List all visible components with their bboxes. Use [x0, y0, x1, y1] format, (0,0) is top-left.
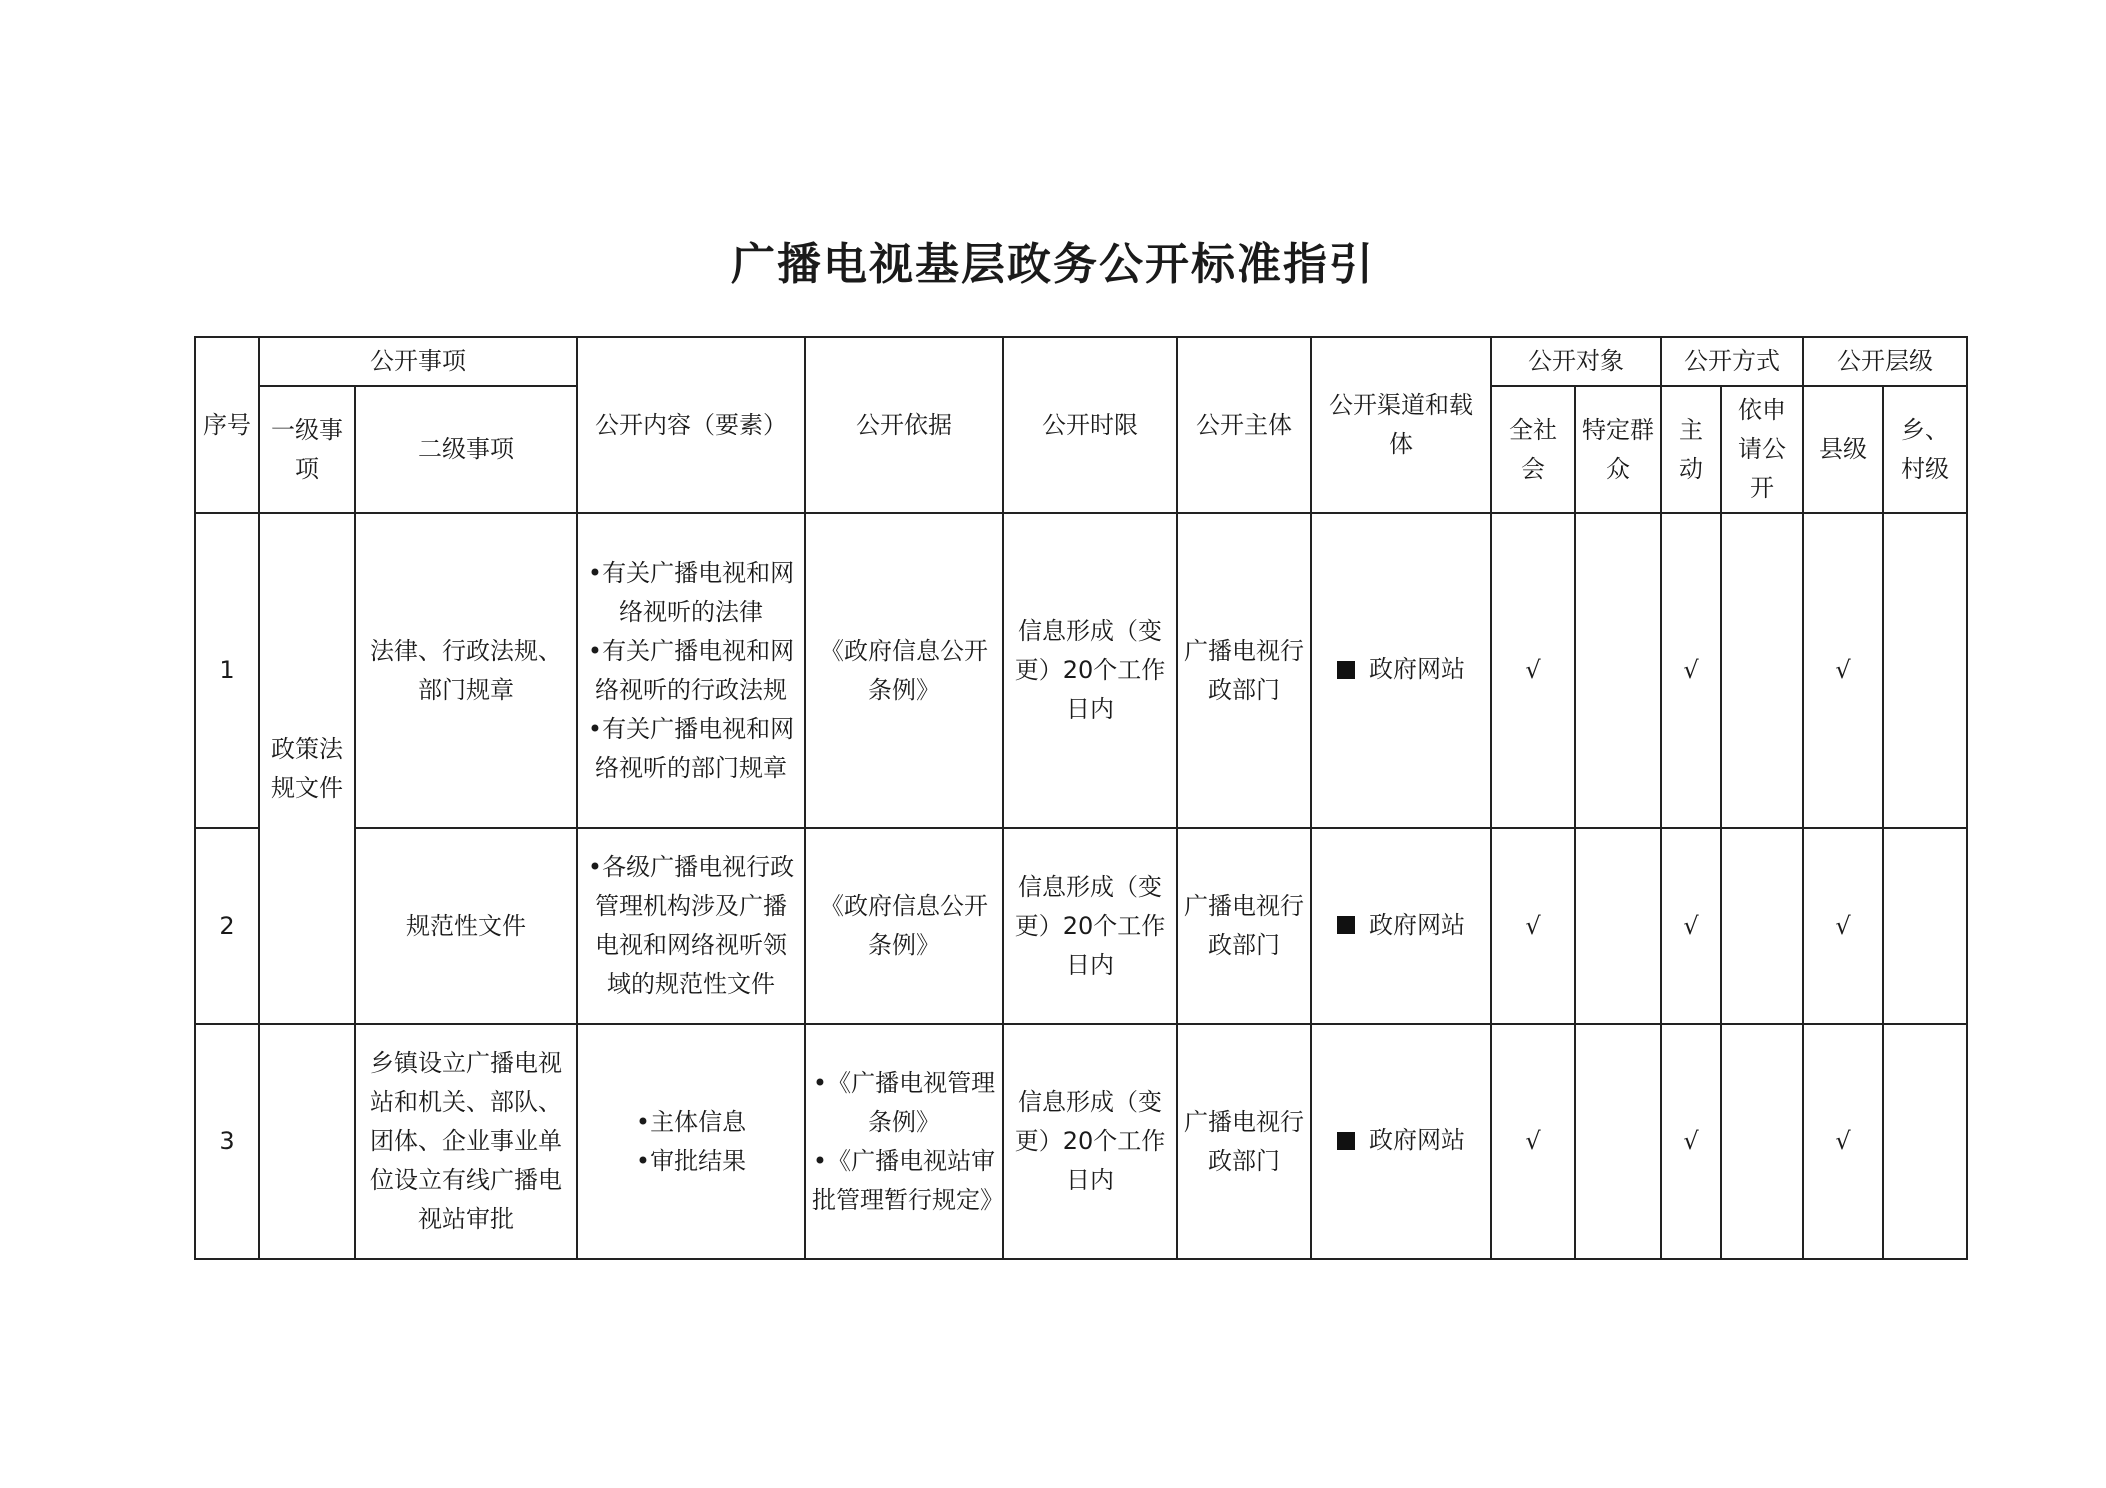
- channel-label: 政府网站: [1369, 1126, 1465, 1155]
- content-line: •各级广播电视行政管理机构涉及广播电视和网络视听领域的规范性文件: [587, 853, 795, 998]
- row-level2: 乡镇设立广播电视站和机关、部队、团体、企业事业单位设立有线广播电视站审批: [355, 1024, 577, 1259]
- row-content: [577, 828, 805, 1024]
- table-row: [195, 513, 1967, 828]
- row-subject: 广播电视行政部门: [1177, 1024, 1311, 1259]
- header-content: 公开内容（要素）: [577, 337, 805, 513]
- row-target-all: √: [1491, 1024, 1575, 1259]
- header-time-limit: 公开时限: [1003, 337, 1177, 513]
- content-line: •审批结果: [635, 1146, 747, 1175]
- row-channel: [1311, 1024, 1491, 1259]
- basis-line: •《广播电视站审批管理暂行规定》: [812, 1146, 1004, 1214]
- header-seq: 序号: [195, 337, 259, 513]
- row-channel: [1311, 828, 1491, 1024]
- row-method-apply: [1721, 828, 1803, 1024]
- row-level1: 政策法规文件: [259, 513, 355, 1024]
- row-level-town: [1883, 828, 1967, 1024]
- row-target-specific: [1575, 828, 1661, 1024]
- row-seq: 3: [195, 1024, 259, 1259]
- channel-label: 政府网站: [1369, 655, 1465, 684]
- content-line: •有关广播电视和网络视听的法律: [587, 558, 795, 626]
- row-level-town: [1883, 513, 1967, 828]
- content-line: •有关广播电视和网络视听的行政法规: [587, 636, 795, 704]
- row-target-all: √: [1491, 828, 1575, 1024]
- row-level2: 规范性文件: [355, 828, 577, 1024]
- row-level-county: √: [1803, 828, 1883, 1024]
- row-method-active: √: [1661, 513, 1721, 828]
- header-target-group: 公开对象: [1491, 337, 1661, 386]
- row-basis: [805, 513, 1003, 828]
- row-method-active: √: [1661, 828, 1721, 1024]
- header-level1: 一级事项: [259, 386, 355, 513]
- row-level-town: [1883, 1024, 1967, 1259]
- header-target-specific: 特定群众: [1575, 386, 1661, 513]
- row-target-all: √: [1491, 513, 1575, 828]
- row-level1: [259, 1024, 355, 1259]
- header-level-county: 县级: [1803, 386, 1883, 513]
- row-seq: 2: [195, 828, 259, 1024]
- header-subject: 公开主体: [1177, 337, 1311, 513]
- row-basis: [805, 828, 1003, 1024]
- header-method-active: 主动: [1661, 386, 1721, 513]
- row-target-specific: [1575, 1024, 1661, 1259]
- row-seq: 1: [195, 513, 259, 828]
- header-basis: 公开依据: [805, 337, 1003, 513]
- row-time-limit: 信息形成（变更）20个工作日内: [1003, 513, 1177, 828]
- header-level-group: 公开层级: [1803, 337, 1967, 386]
- row-time-limit: 信息形成（变更）20个工作日内: [1003, 828, 1177, 1024]
- row-subject: 广播电视行政部门: [1177, 828, 1311, 1024]
- row-level2: 法律、行政法规、部门规章: [355, 513, 577, 828]
- row-level-county: √: [1803, 513, 1883, 828]
- square-bullet-icon: [1337, 1132, 1355, 1150]
- content-line: •主体信息: [635, 1107, 747, 1136]
- row-method-apply: [1721, 513, 1803, 828]
- header-target-all: 全社会: [1491, 386, 1575, 513]
- header-items-group: 公开事项: [259, 337, 577, 386]
- row-channel: [1311, 513, 1491, 828]
- row-subject: 广播电视行政部门: [1177, 513, 1311, 828]
- table-row: [195, 1024, 1967, 1259]
- header-row-1: [195, 337, 1967, 386]
- row-time-limit: 信息形成（变更）20个工作日内: [1003, 1024, 1177, 1259]
- basis-line: 《政府信息公开条例》: [820, 892, 988, 959]
- basis-line: 《政府信息公开条例》: [820, 636, 988, 704]
- row-method-active: √: [1661, 1024, 1721, 1259]
- row-method-apply: [1721, 1024, 1803, 1259]
- header-level2: 二级事项: [355, 386, 577, 513]
- page-title: 广播电视基层政务公开标准指引: [731, 239, 1375, 290]
- basis-line: •《广播电视管理条例》: [812, 1068, 996, 1136]
- header-level-town: 乡、村级: [1883, 386, 1967, 513]
- channel-label: 政府网站: [1369, 910, 1465, 939]
- table-row: [195, 828, 1967, 1024]
- header-channel: 公开渠道和载体: [1311, 337, 1491, 513]
- header-method-apply: 依申请公开: [1721, 386, 1803, 513]
- row-target-specific: [1575, 513, 1661, 828]
- row-content: [577, 1024, 805, 1259]
- header-method-group: 公开方式: [1661, 337, 1803, 386]
- content-line: •有关广播电视和网络视听的部门规章: [587, 714, 795, 782]
- row-content: [577, 513, 805, 828]
- row-level-county: √: [1803, 1024, 1883, 1259]
- square-bullet-icon: [1337, 916, 1355, 934]
- disclosure-table: [194, 336, 1968, 1260]
- row-basis: [805, 1024, 1003, 1259]
- square-bullet-icon: [1337, 661, 1355, 679]
